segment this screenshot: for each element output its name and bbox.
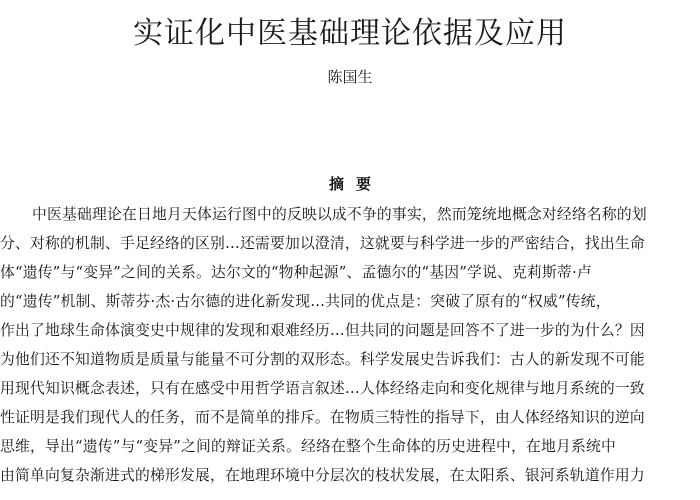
abstract-heading [0,173,700,194]
abstract-line: 为他们还不知道物质是质量与能量不可分割的双形态。科学发展史告诉我们：古人的新发现不可能 [0,351,645,368]
abstract-heading-char: 摘 [328,175,344,193]
author-name: 陈国生 [327,68,373,86]
paper-title: 实证化中医基础理论依据及应用 [133,16,567,51]
abstract-line: 由简单向复杂渐进式的梯形发展，在地理环境中分层次的枝状发展，在太阳系、银河系轨道作用力 [0,467,645,484]
abstract-line: 分、对称的机制、手足经络的区别…还需要加以澄清，这就要与科学进一步的严密结合，找出生命 [0,235,645,252]
abstract-line: 的“遗传”机制、斯蒂芬·杰·古尔德的进化新发现…共同的优点是：突破了原有的“权威”传统， [0,293,611,310]
abstract-heading-char: 要 [356,175,372,193]
abstract-line: 作出了地球生命体演变史中规律的发现和艰难经历…但共同的问题是回答不了进一步的为什么？因 [0,322,645,339]
abstract-line: 体“遗传”与“变异”之间的关系。达尔文的“物种起源”、孟德尔的“基因”学说、克莉斯蒂·卢 [0,264,592,281]
abstract-line: 中医基础理论在日地月天体运行图中的反映以成不争的事实，然而笼统地概念对经络名称的划 [32,206,647,223]
abstract-line: 用现代知识概念表述，只有在感受中用哲学语言叙述…人体经络走向和变化规律与地月系统的一致 [0,380,645,397]
abstract-line: 性证明是我们现代人的任务，而不是简单的排斥。在物质三特性的指导下，由人体经络知识的逆向 [0,409,645,426]
abstract-body [0,200,700,500]
abstract-line: 思维，导出“遗传”与“变异”之间的辩证关系。经络在整个生命体的历史进程中，在地月系统中 [0,438,616,455]
